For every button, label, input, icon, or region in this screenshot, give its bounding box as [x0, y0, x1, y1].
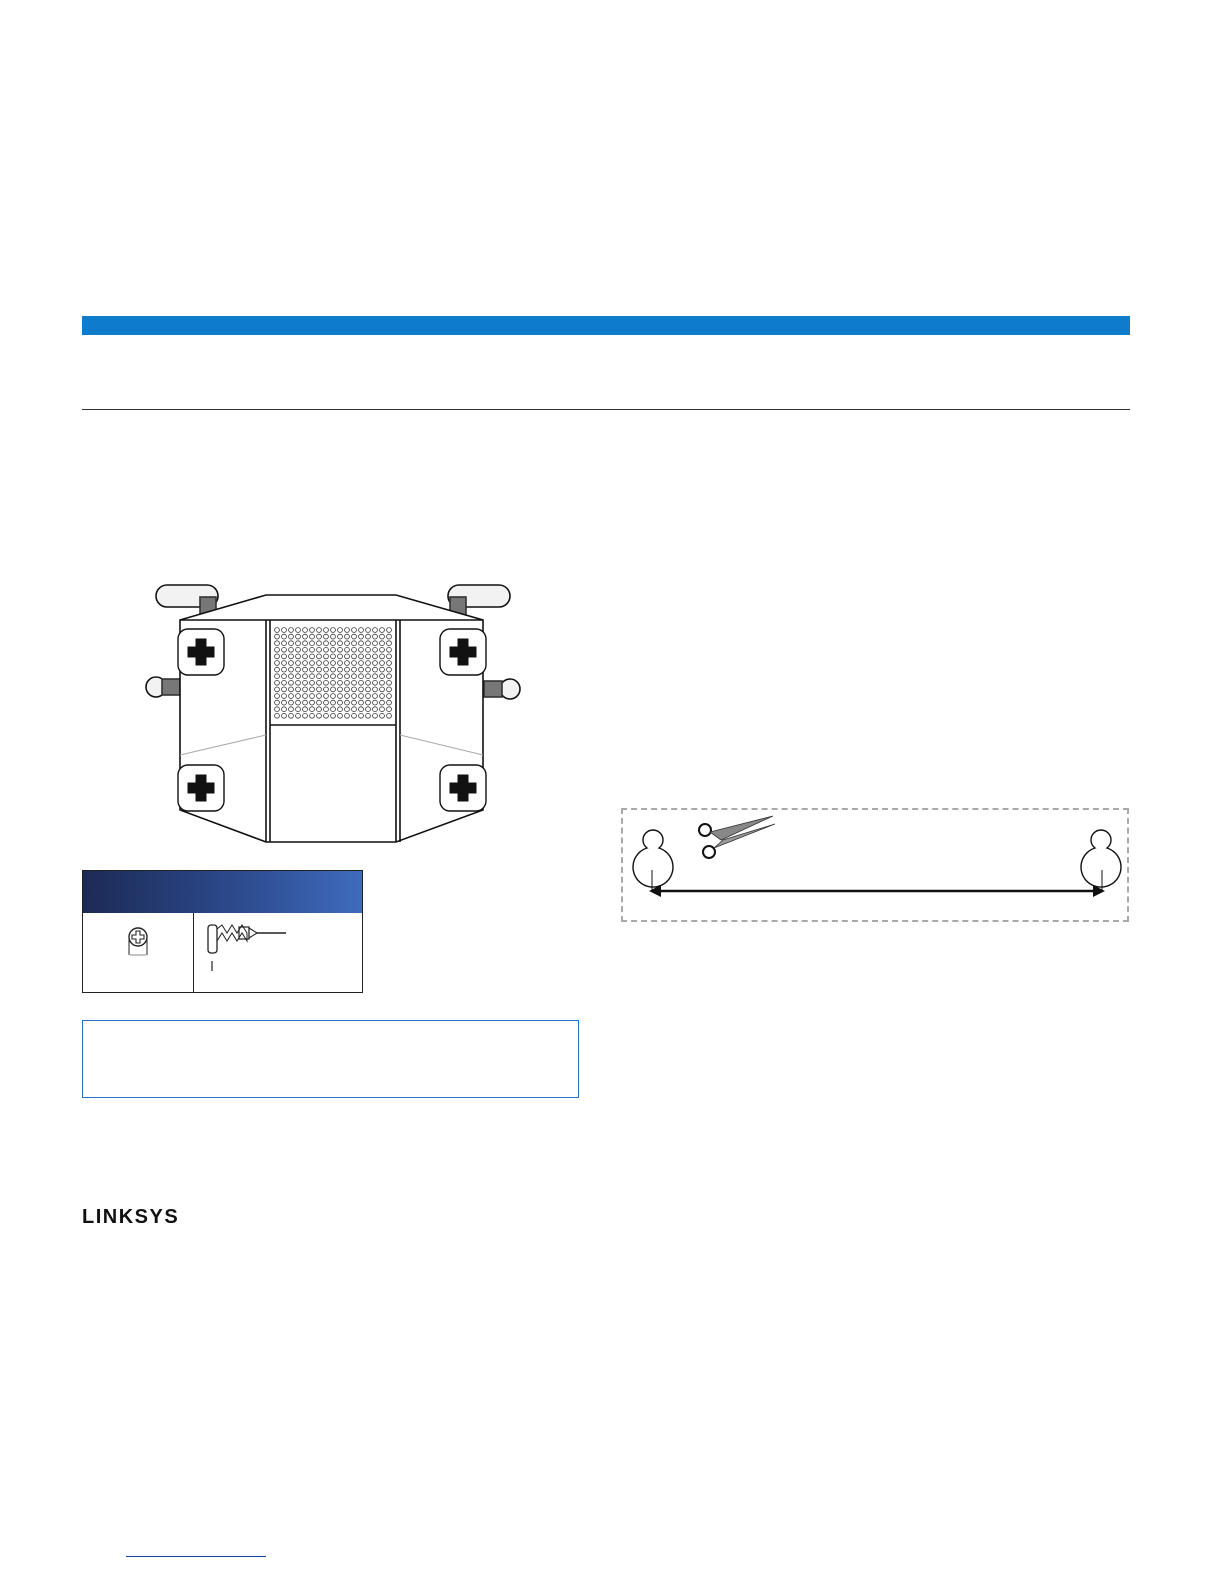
screw-spec-table-header — [83, 871, 362, 913]
antenna-side-left — [146, 677, 180, 697]
linksys-logo: LINKSYS — [82, 1206, 180, 1228]
antenna-side-right — [484, 679, 520, 699]
distance-arrow — [649, 885, 1105, 897]
mount-slot-top-left — [178, 629, 224, 675]
scissors-icon — [699, 816, 775, 858]
section-header-bar — [82, 316, 1130, 335]
mount-slot-top-right — [440, 629, 486, 675]
screw-spec-table — [82, 870, 363, 993]
screw-side-cell — [194, 913, 363, 993]
note-box — [82, 1020, 579, 1098]
footer-link[interactable] — [126, 1556, 266, 1557]
keyhole-icon — [1081, 830, 1121, 887]
screw-head-cell — [83, 913, 194, 993]
mount-slot-bottom-left — [178, 765, 224, 811]
mounting-template-art — [621, 808, 1129, 922]
mount-slot-bottom-right — [440, 765, 486, 811]
screw-head-icon — [83, 913, 193, 993]
screw-side-icon — [194, 913, 363, 993]
section-divider — [82, 409, 1130, 410]
router-bottom-illustration — [138, 575, 528, 850]
keyhole-icon — [633, 830, 673, 887]
antenna-top-right — [448, 585, 510, 615]
antenna-top-left — [156, 585, 218, 615]
